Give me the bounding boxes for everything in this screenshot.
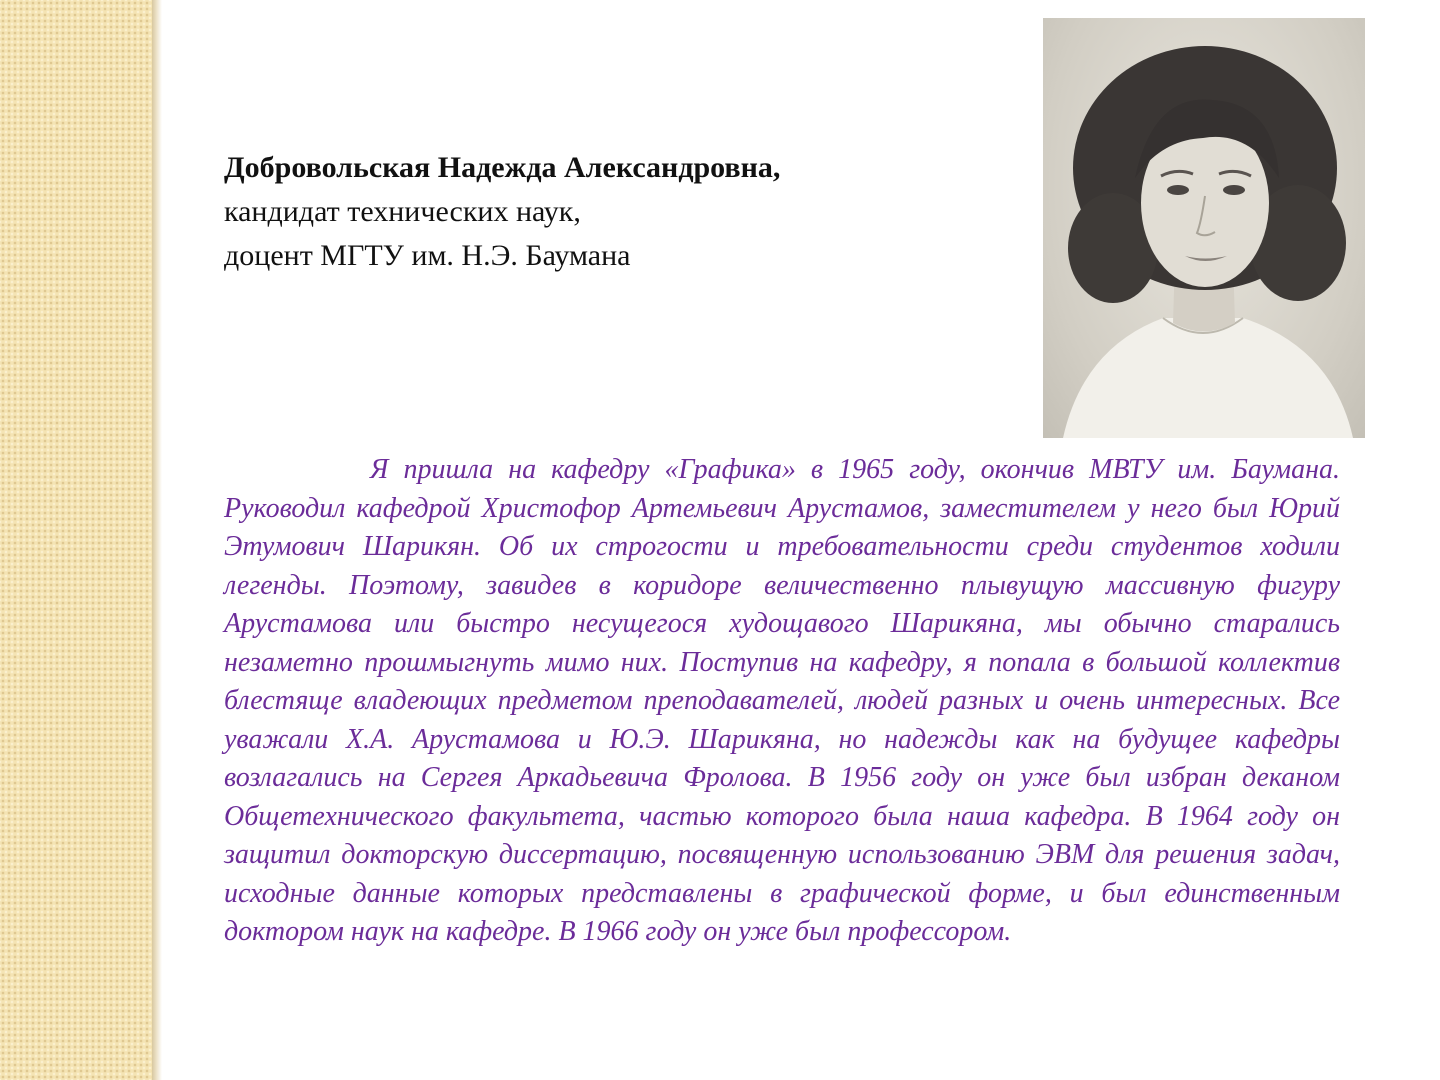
memoir-paragraph: Я пришла на кафедру «Графика» в 1965 году, окончив МВТУ им. Баумана. Руководил кафедрой Христофор Артемьевич Арустамов, заместителем у него был Юрий Этумович Шарикян. Об их строгости и требовательности среди студентов ходили легенды. Поэтому, завидев в коридоре величественно плывущую массивную фигуру Арустамова или быстро несущегося худощавого Шарикяна, мы обычно старались незаметно прошмыгнуть мимо них. Поступив на кафедру, я попала в большой коллектив блестяще владеющих предметом преподавателей, людей разных и очень интересных. Все уважали Х.А. Арустамова и Ю.Э. Шарикяна, но надежды как на будущее кафедры возлагались на Сергея Аркадьевича Фролова. В 1956 году он уже был избран деканом Общетехнического факультета, частью которого была наша кафедра. В 1964 году он защитил докторскую диссертацию, посвященную использованию ЭВМ для решения задач, исходные данные которых представлены в графической форме, и был единственным доктором наук на кафедре. В 1966 году он уже был профессором. <box>224 454 1340 947</box>
portrait-illustration <box>1043 18 1365 438</box>
decorative-side-strip <box>0 0 152 1080</box>
portrait-photo <box>1043 18 1365 438</box>
person-heading <box>224 146 1024 278</box>
person-name: Добровольская Надежда Александровна, <box>224 151 781 184</box>
person-degree: кандидат технических наук, <box>224 195 581 228</box>
person-position: доцент МГТУ им. Н.Э. Баумана <box>224 239 631 272</box>
side-strip-shadow <box>152 0 162 1080</box>
